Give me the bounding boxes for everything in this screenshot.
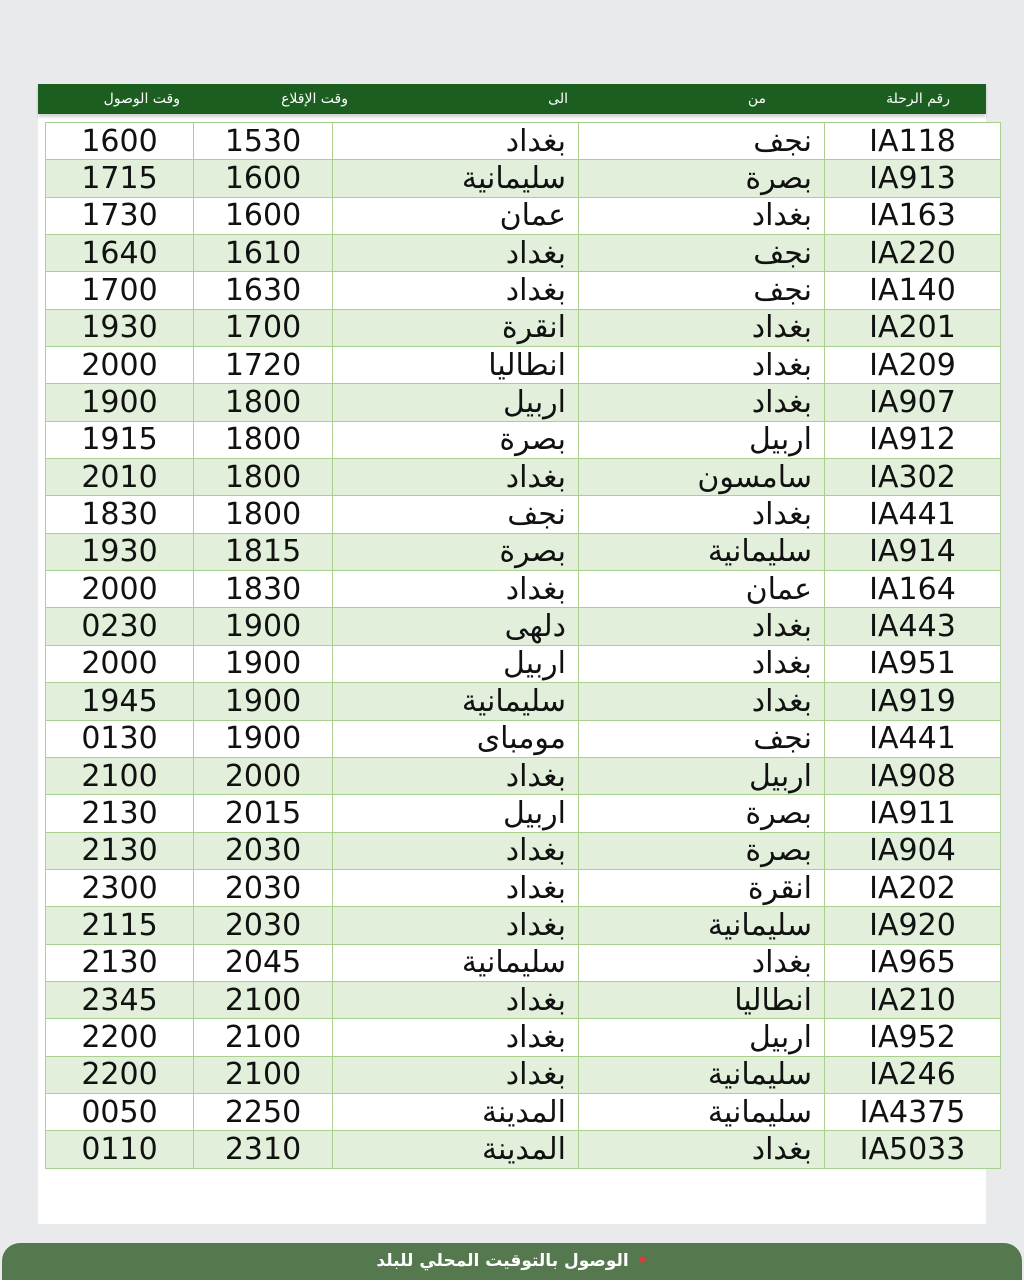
arrival-time-cell: 1900 [46, 384, 194, 421]
flight-number-cell: IA246 [825, 1056, 1001, 1093]
table-row [46, 981, 1001, 1018]
flight-number-cell: IA164 [825, 571, 1001, 608]
departure-time-cell: 1610 [194, 235, 333, 272]
origin-cell: بصرة [579, 832, 825, 869]
origin-cell: بغداد [579, 944, 825, 981]
destination-cell: بغداد [333, 832, 579, 869]
flight-number-cell: IA441 [825, 720, 1001, 757]
departure-time-cell: 2000 [194, 757, 333, 794]
arrival-time-cell: 2000 [46, 571, 194, 608]
origin-cell: بغداد [579, 347, 825, 384]
departure-time-cell: 1830 [194, 571, 333, 608]
arrival-time-cell: 1600 [46, 123, 194, 160]
origin-cell: نجف [579, 272, 825, 309]
departure-time-cell: 1530 [194, 123, 333, 160]
flight-number-cell: IA302 [825, 459, 1001, 496]
destination-cell: بصرة [333, 421, 579, 458]
destination-cell: مومباى [333, 720, 579, 757]
flight-number-cell: IA210 [825, 981, 1001, 1018]
origin-cell: نجف [579, 123, 825, 160]
origin-cell: بغداد [579, 1131, 825, 1168]
table-row [46, 832, 1001, 869]
destination-cell: المدينة [333, 1093, 579, 1130]
footer-bar [2, 1243, 1022, 1280]
table-row [46, 757, 1001, 794]
flight-number-cell: IA443 [825, 608, 1001, 645]
departure-time-cell: 2250 [194, 1093, 333, 1130]
destination-cell: بغداد [333, 571, 579, 608]
origin-cell: سليمانية [579, 533, 825, 570]
header-arrival-time: وقت الوصول [103, 91, 180, 107]
flight-number-cell: IA952 [825, 1019, 1001, 1056]
destination-cell: المدينة [333, 1131, 579, 1168]
arrival-time-cell: 0110 [46, 1131, 194, 1168]
destination-cell: بغداد [333, 459, 579, 496]
departure-time-cell: 2030 [194, 869, 333, 906]
table-row [46, 1131, 1001, 1168]
table-row [46, 869, 1001, 906]
origin-cell: سليمانية [579, 1093, 825, 1130]
destination-cell: انطاليا [333, 347, 579, 384]
arrival-time-cell: 1700 [46, 272, 194, 309]
flight-number-cell: IA919 [825, 683, 1001, 720]
table-row [46, 459, 1001, 496]
table-row [46, 1019, 1001, 1056]
flight-number-cell: IA209 [825, 347, 1001, 384]
origin-cell: نجف [579, 720, 825, 757]
arrival-time-cell: 2130 [46, 944, 194, 981]
table-row [46, 795, 1001, 832]
departure-time-cell: 2030 [194, 907, 333, 944]
flight-number-cell: IA912 [825, 421, 1001, 458]
departure-time-cell: 2030 [194, 832, 333, 869]
table-row [46, 683, 1001, 720]
bullet-icon: • [636, 1251, 648, 1271]
departure-time-cell: 2015 [194, 795, 333, 832]
flight-number-cell: IA913 [825, 160, 1001, 197]
header-from: من [747, 91, 766, 107]
origin-cell: اربيل [579, 421, 825, 458]
flight-number-cell: IA4375 [825, 1093, 1001, 1130]
flight-schedule-body [46, 123, 1001, 1169]
arrival-time-cell: 2000 [46, 645, 194, 682]
flight-number-cell: IA965 [825, 944, 1001, 981]
destination-cell: بغداد [333, 907, 579, 944]
departure-time-cell: 2100 [194, 981, 333, 1018]
arrival-time-cell: 1945 [46, 683, 194, 720]
arrival-time-cell: 2200 [46, 1019, 194, 1056]
destination-cell: دلهى [333, 608, 579, 645]
header-departure-time: وقت الإقلاع [281, 91, 348, 107]
origin-cell: بغداد [579, 309, 825, 346]
table-row [46, 272, 1001, 309]
origin-cell: بغداد [579, 608, 825, 645]
departure-time-cell: 1800 [194, 459, 333, 496]
table-row [46, 197, 1001, 234]
departure-time-cell: 1900 [194, 645, 333, 682]
arrival-time-cell: 1715 [46, 160, 194, 197]
arrival-time-cell: 0050 [46, 1093, 194, 1130]
origin-cell: اربيل [579, 1019, 825, 1056]
flight-number-cell: IA907 [825, 384, 1001, 421]
table-row [46, 309, 1001, 346]
destination-cell: بغداد [333, 1056, 579, 1093]
flight-number-cell: IA904 [825, 832, 1001, 869]
origin-cell: سامسون [579, 459, 825, 496]
header-to: الى [548, 91, 568, 107]
flight-number-cell: IA5033 [825, 1131, 1001, 1168]
table-row [46, 907, 1001, 944]
origin-cell: نجف [579, 235, 825, 272]
destination-cell: بغداد [333, 235, 579, 272]
arrival-time-cell: 0130 [46, 720, 194, 757]
flight-number-cell: IA914 [825, 533, 1001, 570]
destination-cell: بغداد [333, 981, 579, 1018]
origin-cell: انطاليا [579, 981, 825, 1018]
origin-cell: بصرة [579, 160, 825, 197]
destination-cell: بصرة [333, 533, 579, 570]
destination-cell: بغداد [333, 272, 579, 309]
arrival-time-cell: 1915 [46, 421, 194, 458]
table-row [46, 496, 1001, 533]
departure-time-cell: 2100 [194, 1019, 333, 1056]
arrival-time-cell: 2000 [46, 347, 194, 384]
origin-cell: اربيل [579, 757, 825, 794]
origin-cell: بغداد [579, 683, 825, 720]
departure-time-cell: 1600 [194, 197, 333, 234]
destination-cell: اربيل [333, 384, 579, 421]
arrival-time-cell: 1930 [46, 309, 194, 346]
flight-number-cell: IA163 [825, 197, 1001, 234]
destination-cell: بغداد [333, 1019, 579, 1056]
table-row [46, 944, 1001, 981]
flight-number-cell: IA920 [825, 907, 1001, 944]
flight-number-cell: IA202 [825, 869, 1001, 906]
table-row [46, 645, 1001, 682]
origin-cell: انقرة [579, 869, 825, 906]
arrival-time-cell: 2130 [46, 795, 194, 832]
origin-cell: بغداد [579, 645, 825, 682]
table-row [46, 421, 1001, 458]
table-row [46, 720, 1001, 757]
arrival-time-cell: 1640 [46, 235, 194, 272]
departure-time-cell: 2100 [194, 1056, 333, 1093]
destination-cell: اربيل [333, 795, 579, 832]
flight-number-cell: IA201 [825, 309, 1001, 346]
schedule-sheet [38, 84, 986, 1224]
table-row [46, 1093, 1001, 1130]
flight-number-cell: IA220 [825, 235, 1001, 272]
arrival-time-cell: 2115 [46, 907, 194, 944]
origin-cell: بغداد [579, 384, 825, 421]
origin-cell: عمان [579, 571, 825, 608]
departure-time-cell: 2310 [194, 1131, 333, 1168]
header-flight-number: رقم الرحلة [886, 91, 950, 107]
arrival-time-cell: 2130 [46, 832, 194, 869]
departure-time-cell: 1900 [194, 720, 333, 757]
table-row [46, 608, 1001, 645]
arrival-time-cell: 2100 [46, 757, 194, 794]
departure-time-cell: 1900 [194, 608, 333, 645]
departure-time-cell: 1900 [194, 683, 333, 720]
table-row [46, 347, 1001, 384]
table-header [38, 84, 986, 114]
origin-cell: سليمانية [579, 1056, 825, 1093]
destination-cell: انقرة [333, 309, 579, 346]
flight-number-cell: IA140 [825, 272, 1001, 309]
departure-time-cell: 1630 [194, 272, 333, 309]
destination-cell: سليمانية [333, 160, 579, 197]
table-row [46, 571, 1001, 608]
destination-cell: بغداد [333, 869, 579, 906]
departure-time-cell: 2045 [194, 944, 333, 981]
arrival-time-cell: 0230 [46, 608, 194, 645]
destination-cell: سليمانية [333, 683, 579, 720]
destination-cell: سليمانية [333, 944, 579, 981]
destination-cell: نجف [333, 496, 579, 533]
flight-number-cell: IA951 [825, 645, 1001, 682]
flight-number-cell: IA441 [825, 496, 1001, 533]
table-row [46, 235, 1001, 272]
arrival-time-cell: 2010 [46, 459, 194, 496]
table-row [46, 533, 1001, 570]
arrival-time-cell: 1730 [46, 197, 194, 234]
arrival-time-cell: 1830 [46, 496, 194, 533]
departure-time-cell: 1720 [194, 347, 333, 384]
destination-cell: بغداد [333, 123, 579, 160]
origin-cell: بغداد [579, 197, 825, 234]
table-row [46, 384, 1001, 421]
origin-cell: سليمانية [579, 907, 825, 944]
origin-cell: بغداد [579, 496, 825, 533]
departure-time-cell: 1815 [194, 533, 333, 570]
departure-time-cell: 1600 [194, 160, 333, 197]
flight-number-cell: IA908 [825, 757, 1001, 794]
destination-cell: اربيل [333, 645, 579, 682]
destination-cell: عمان [333, 197, 579, 234]
arrival-time-cell: 2300 [46, 869, 194, 906]
departure-time-cell: 1700 [194, 309, 333, 346]
flight-schedule-table [45, 122, 1001, 1169]
arrival-time-cell: 1930 [46, 533, 194, 570]
footer-note [2, 1243, 1022, 1280]
departure-time-cell: 1800 [194, 384, 333, 421]
flight-number-cell: IA118 [825, 123, 1001, 160]
table-row [46, 1056, 1001, 1093]
table-row [46, 123, 1001, 160]
footer-note-text: الوصول بالتوقيت المحلي للبلد [376, 1251, 629, 1271]
origin-cell: بصرة [579, 795, 825, 832]
flight-number-cell: IA911 [825, 795, 1001, 832]
departure-time-cell: 1800 [194, 421, 333, 458]
destination-cell: بغداد [333, 757, 579, 794]
departure-time-cell: 1800 [194, 496, 333, 533]
arrival-time-cell: 2345 [46, 981, 194, 1018]
table-row [46, 160, 1001, 197]
arrival-time-cell: 2200 [46, 1056, 194, 1093]
